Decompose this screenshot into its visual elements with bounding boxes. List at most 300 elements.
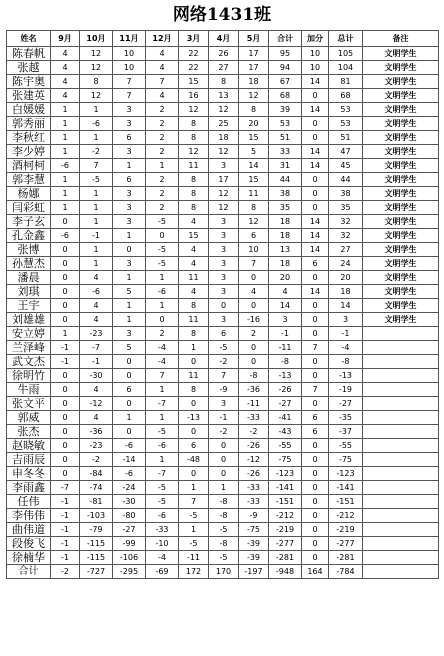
- cell-bonus: 0: [302, 117, 329, 131]
- cell-bonus: 0: [302, 369, 329, 383]
- cell-mar: 11: [179, 369, 209, 383]
- cell-note: [363, 411, 439, 425]
- cell-may: 11: [239, 187, 269, 201]
- cell-total: 32: [329, 229, 363, 243]
- cell-bonus: 0: [302, 453, 329, 467]
- cell-nov: 0: [113, 243, 146, 257]
- cell-sep: 0: [51, 285, 80, 299]
- cell-apr: -8: [209, 495, 239, 509]
- cell-apr: 12: [209, 187, 239, 201]
- cell-mar: 8: [179, 201, 209, 215]
- cell-nov: 3: [113, 117, 146, 131]
- cell-name: 杨娜: [7, 187, 51, 201]
- cell-sep: 1: [51, 145, 80, 159]
- table-row: [7, 285, 439, 299]
- table-row: [7, 509, 439, 523]
- cell-dec: -4: [146, 341, 179, 355]
- cell-apr: 0: [209, 453, 239, 467]
- cell-apr: 1: [209, 481, 239, 495]
- cell-bonus: 6: [302, 425, 329, 439]
- cell-subtotal: -27: [269, 397, 302, 411]
- cell-may: 4: [239, 285, 269, 299]
- cell-name: 武文杰: [7, 355, 51, 369]
- header-may: 5月: [239, 31, 269, 47]
- cell-dec: 7: [146, 75, 179, 89]
- cell-may: 2: [239, 327, 269, 341]
- cell-dec: 0: [146, 229, 179, 243]
- table-row: [7, 313, 439, 327]
- cell-apr: -5: [209, 341, 239, 355]
- cell-mar: 15: [179, 75, 209, 89]
- cell-apr: 13: [209, 89, 239, 103]
- cell-subtotal: 20: [269, 271, 302, 285]
- cell-dec: -6: [146, 509, 179, 523]
- cell-may: 0: [239, 341, 269, 355]
- cell-dec: 2: [146, 145, 179, 159]
- cell-name: 郭秀丽: [7, 117, 51, 131]
- total-subtotal: -948: [269, 565, 302, 579]
- cell-note: [363, 495, 439, 509]
- cell-bonus: 0: [302, 397, 329, 411]
- cell-sep: -1: [51, 551, 80, 565]
- cell-note: 文明学生: [363, 243, 439, 257]
- cell-may: -8: [239, 369, 269, 383]
- cell-note: 文明学生: [363, 299, 439, 313]
- header-nov: 11月: [113, 31, 146, 47]
- cell-dec: 2: [146, 173, 179, 187]
- cell-subtotal: 94: [269, 61, 302, 75]
- total-apr: 170: [209, 565, 239, 579]
- cell-name: 孔金鑫: [7, 229, 51, 243]
- cell-bonus: 0: [302, 523, 329, 537]
- cell-total: -1: [329, 327, 363, 341]
- cell-oct: 1: [80, 103, 113, 117]
- cell-may: -11: [239, 397, 269, 411]
- cell-name: 段俊飞: [7, 537, 51, 551]
- cell-note: 文明学生: [363, 159, 439, 173]
- cell-sep: 0: [51, 257, 80, 271]
- cell-nov: 3: [113, 103, 146, 117]
- cell-name: 酒柯柯: [7, 159, 51, 173]
- cell-dec: -6: [146, 439, 179, 453]
- cell-sep: -7: [51, 481, 80, 495]
- cell-name: 李雨鑫: [7, 481, 51, 495]
- cell-total: -212: [329, 509, 363, 523]
- cell-mar: -5: [179, 509, 209, 523]
- cell-apr: -8: [209, 537, 239, 551]
- cell-oct: -103: [80, 509, 113, 523]
- cell-nov: 0: [113, 425, 146, 439]
- cell-name: 任伟: [7, 495, 51, 509]
- cell-bonus: 0: [302, 495, 329, 509]
- cell-name: 刘琪: [7, 285, 51, 299]
- cell-nov: 1: [113, 229, 146, 243]
- cell-sep: -1: [51, 523, 80, 537]
- cell-apr: 12: [209, 103, 239, 117]
- cell-nov: 3: [113, 145, 146, 159]
- table-row: [7, 229, 439, 243]
- cell-total: 14: [329, 299, 363, 313]
- cell-subtotal: 3: [269, 313, 302, 327]
- cell-name: 张博: [7, 243, 51, 257]
- table-row: [7, 439, 439, 453]
- table-row: [7, 495, 439, 509]
- header-dec: 12月: [146, 31, 179, 47]
- cell-note: [363, 355, 439, 369]
- cell-apr: 7: [209, 369, 239, 383]
- cell-total: -37: [329, 425, 363, 439]
- cell-nov: -6: [113, 439, 146, 453]
- cell-name: 郭李慧: [7, 173, 51, 187]
- cell-oct: -6: [80, 117, 113, 131]
- cell-dec: 1: [146, 159, 179, 173]
- cell-name: 陈春帆: [7, 47, 51, 61]
- cell-oct: -81: [80, 495, 113, 509]
- cell-mar: 12: [179, 145, 209, 159]
- cell-mar: 22: [179, 61, 209, 75]
- cell-dec: 2: [146, 201, 179, 215]
- cell-nov: -14: [113, 453, 146, 467]
- cell-may: -36: [239, 383, 269, 397]
- cell-total: 18: [329, 285, 363, 299]
- cell-oct: -115: [80, 551, 113, 565]
- total-oct: -727: [80, 565, 113, 579]
- cell-nov: 0: [113, 397, 146, 411]
- cell-apr: 3: [209, 229, 239, 243]
- cell-apr: -1: [209, 411, 239, 425]
- cell-may: 0: [239, 299, 269, 313]
- cell-oct: 12: [80, 61, 113, 75]
- header-sep: 9月: [51, 31, 80, 47]
- cell-may: 7: [239, 257, 269, 271]
- cell-apr: 12: [209, 201, 239, 215]
- cell-dec: 1: [146, 411, 179, 425]
- cell-subtotal: -281: [269, 551, 302, 565]
- cell-subtotal: 68: [269, 89, 302, 103]
- cell-oct: 7: [80, 159, 113, 173]
- cell-sep: -1: [51, 495, 80, 509]
- cell-oct: -2: [80, 145, 113, 159]
- cell-mar: 8: [179, 383, 209, 397]
- cell-subtotal: 4: [269, 285, 302, 299]
- cell-note: [363, 481, 439, 495]
- cell-apr: -2: [209, 355, 239, 369]
- cell-mar: 4: [179, 285, 209, 299]
- table-row: [7, 369, 439, 383]
- cell-dec: -7: [146, 397, 179, 411]
- cell-name: 兰泽峰: [7, 341, 51, 355]
- cell-note: 文明学生: [363, 201, 439, 215]
- header-mar: 3月: [179, 31, 209, 47]
- cell-subtotal: 18: [269, 257, 302, 271]
- cell-may: 8: [239, 103, 269, 117]
- cell-total: -219: [329, 523, 363, 537]
- cell-total: -27: [329, 397, 363, 411]
- table-row: [7, 61, 439, 75]
- cell-subtotal: -1: [269, 327, 302, 341]
- cell-subtotal: 35: [269, 201, 302, 215]
- cell-sep: 1: [51, 187, 80, 201]
- cell-note: 文明学生: [363, 145, 439, 159]
- cell-nov: 3: [113, 201, 146, 215]
- cell-note: [363, 523, 439, 537]
- cell-total: 53: [329, 103, 363, 117]
- cell-apr: 3: [209, 243, 239, 257]
- cell-oct: -5: [80, 173, 113, 187]
- cell-nov: 10: [113, 47, 146, 61]
- cell-nov: -27: [113, 523, 146, 537]
- cell-bonus: 0: [302, 439, 329, 453]
- cell-dec: -5: [146, 481, 179, 495]
- cell-bonus: 0: [302, 299, 329, 313]
- cell-oct: -12: [80, 397, 113, 411]
- cell-subtotal: -43: [269, 425, 302, 439]
- cell-sep: -1: [51, 537, 80, 551]
- cell-oct: -36: [80, 425, 113, 439]
- cell-apr: 3: [209, 271, 239, 285]
- cell-oct: 4: [80, 299, 113, 313]
- cell-bonus: 14: [302, 215, 329, 229]
- cell-mar: 8: [179, 131, 209, 145]
- cell-mar: 11: [179, 159, 209, 173]
- table-row: [7, 383, 439, 397]
- cell-dec: -5: [146, 425, 179, 439]
- header-note: 备注: [363, 31, 439, 47]
- cell-bonus: 0: [302, 537, 329, 551]
- cell-sep: 1: [51, 327, 80, 341]
- cell-subtotal: -212: [269, 509, 302, 523]
- cell-nov: 0: [113, 355, 146, 369]
- cell-mar: 7: [179, 495, 209, 509]
- cell-nov: 5: [113, 285, 146, 299]
- cell-oct: -2: [80, 453, 113, 467]
- cell-bonus: 0: [302, 271, 329, 285]
- cell-may: 8: [239, 201, 269, 215]
- cell-note: 文明学生: [363, 117, 439, 131]
- cell-may: 17: [239, 61, 269, 75]
- cell-oct: -23: [80, 327, 113, 341]
- cell-dec: -7: [146, 467, 179, 481]
- cell-nov: 3: [113, 215, 146, 229]
- cell-name: 徐明竹: [7, 369, 51, 383]
- cell-nov: 6: [113, 383, 146, 397]
- cell-may: -39: [239, 537, 269, 551]
- cell-total: 68: [329, 89, 363, 103]
- cell-total: 35: [329, 201, 363, 215]
- cell-nov: 1: [113, 411, 146, 425]
- cell-total: -141: [329, 481, 363, 495]
- cell-mar: 11: [179, 313, 209, 327]
- cell-mar: 8: [179, 173, 209, 187]
- cell-note: 文明学生: [363, 229, 439, 243]
- cell-nov: 1: [113, 313, 146, 327]
- cell-mar: 4: [179, 257, 209, 271]
- cell-nov: 10: [113, 61, 146, 75]
- cell-oct: -23: [80, 439, 113, 453]
- cell-dec: 1: [146, 299, 179, 313]
- cell-may: 18: [239, 75, 269, 89]
- cell-oct: 4: [80, 383, 113, 397]
- cell-oct: -7: [80, 341, 113, 355]
- table-row: [7, 397, 439, 411]
- table-row: [7, 89, 439, 103]
- cell-total: 3: [329, 313, 363, 327]
- cell-name: 牛雨: [7, 383, 51, 397]
- cell-may: 6: [239, 229, 269, 243]
- header-name: 姓名: [7, 31, 51, 47]
- cell-nov: -24: [113, 481, 146, 495]
- cell-subtotal: 33: [269, 145, 302, 159]
- cell-sep: 1: [51, 173, 80, 187]
- cell-mar: 1: [179, 523, 209, 537]
- cell-may: 0: [239, 355, 269, 369]
- cell-mar: 4: [179, 243, 209, 257]
- cell-bonus: 6: [302, 257, 329, 271]
- cell-apr: 0: [209, 439, 239, 453]
- cell-note: [363, 327, 439, 341]
- cell-bonus: 0: [302, 509, 329, 523]
- table-row: [7, 47, 439, 61]
- cell-sep: 1: [51, 201, 80, 215]
- cell-may: 17: [239, 47, 269, 61]
- cell-mar: 8: [179, 327, 209, 341]
- cell-subtotal: -277: [269, 537, 302, 551]
- cell-bonus: 0: [302, 481, 329, 495]
- cell-oct: 12: [80, 89, 113, 103]
- header-bonus: 加分: [302, 31, 329, 47]
- cell-note: [363, 383, 439, 397]
- cell-oct: -84: [80, 467, 113, 481]
- cell-note: 文明学生: [363, 103, 439, 117]
- cell-dec: -33: [146, 523, 179, 537]
- cell-apr: 17: [209, 173, 239, 187]
- cell-oct: -1: [80, 355, 113, 369]
- cell-dec: -6: [146, 285, 179, 299]
- cell-oct: -79: [80, 523, 113, 537]
- cell-mar: -13: [179, 411, 209, 425]
- cell-note: 文明学生: [363, 215, 439, 229]
- cell-mar: 11: [179, 271, 209, 285]
- cell-dec: -5: [146, 257, 179, 271]
- cell-total: 27: [329, 243, 363, 257]
- cell-total: -55: [329, 439, 363, 453]
- table-row: [7, 355, 439, 369]
- cell-nov: 5: [113, 341, 146, 355]
- cell-total: -19: [329, 383, 363, 397]
- cell-dec: 4: [146, 89, 179, 103]
- cell-name: 李子玄: [7, 215, 51, 229]
- cell-may: -33: [239, 481, 269, 495]
- cell-sep: 0: [51, 299, 80, 313]
- cell-apr: -8: [209, 509, 239, 523]
- cell-sep: 0: [51, 411, 80, 425]
- cell-bonus: 6: [302, 411, 329, 425]
- cell-name: 白媛媛: [7, 103, 51, 117]
- cell-apr: 18: [209, 131, 239, 145]
- cell-mar: 8: [179, 117, 209, 131]
- cell-oct: 4: [80, 271, 113, 285]
- cell-nov: 1: [113, 159, 146, 173]
- cell-sep: 1: [51, 131, 80, 145]
- cell-nov: 6: [113, 173, 146, 187]
- cell-apr: 3: [209, 215, 239, 229]
- cell-total: 38: [329, 187, 363, 201]
- total-mar: 172: [179, 565, 209, 579]
- cell-mar: 6: [179, 439, 209, 453]
- cell-name: 张建英: [7, 89, 51, 103]
- header-row: [7, 31, 439, 47]
- cell-sep: -6: [51, 159, 80, 173]
- table-row: [7, 271, 439, 285]
- cell-bonus: 14: [302, 145, 329, 159]
- cell-may: -16: [239, 313, 269, 327]
- table-row: [7, 187, 439, 201]
- cell-may: -26: [239, 439, 269, 453]
- cell-subtotal: -141: [269, 481, 302, 495]
- cell-dec: -10: [146, 537, 179, 551]
- cell-bonus: 0: [302, 327, 329, 341]
- total-nov: -295: [113, 565, 146, 579]
- cell-mar: 0: [179, 425, 209, 439]
- cell-apr: 3: [209, 397, 239, 411]
- cell-note: 文明学生: [363, 89, 439, 103]
- cell-note: [363, 397, 439, 411]
- cell-apr: 26: [209, 47, 239, 61]
- cell-note: 文明学生: [363, 257, 439, 271]
- cell-oct: 12: [80, 47, 113, 61]
- table-row: [7, 201, 439, 215]
- cell-apr: 8: [209, 75, 239, 89]
- cell-subtotal: 51: [269, 131, 302, 145]
- cell-sep: 0: [51, 439, 80, 453]
- table-row: [7, 243, 439, 257]
- cell-subtotal: -13: [269, 369, 302, 383]
- cell-total: -123: [329, 467, 363, 481]
- cell-apr: -9: [209, 383, 239, 397]
- cell-name: 孙慧杰: [7, 257, 51, 271]
- cell-subtotal: -123: [269, 467, 302, 481]
- cell-oct: -74: [80, 481, 113, 495]
- cell-apr: -5: [209, 523, 239, 537]
- cell-oct: 4: [80, 411, 113, 425]
- cell-nov: 3: [113, 327, 146, 341]
- cell-may: -33: [239, 495, 269, 509]
- cell-total: -75: [329, 453, 363, 467]
- header-apr: 4月: [209, 31, 239, 47]
- cell-note: 文明学生: [363, 313, 439, 327]
- cell-apr: 12: [209, 145, 239, 159]
- table-row: [7, 159, 439, 173]
- cell-sep: 1: [51, 103, 80, 117]
- table-row: [7, 257, 439, 271]
- cell-subtotal: 95: [269, 47, 302, 61]
- cell-name: 安立婷: [7, 327, 51, 341]
- cell-oct: -1: [80, 229, 113, 243]
- table-row: [7, 215, 439, 229]
- cell-dec: 1: [146, 383, 179, 397]
- cell-oct: 8: [80, 75, 113, 89]
- cell-mar: 1: [179, 481, 209, 495]
- cell-may: -9: [239, 509, 269, 523]
- cell-bonus: 14: [302, 159, 329, 173]
- cell-note: 文明学生: [363, 187, 439, 201]
- cell-subtotal: 67: [269, 75, 302, 89]
- cell-may: 10: [239, 243, 269, 257]
- table-row: [7, 411, 439, 425]
- cell-mar: 8: [179, 299, 209, 313]
- cell-subtotal: -11: [269, 341, 302, 355]
- total-bonus: 164: [302, 565, 329, 579]
